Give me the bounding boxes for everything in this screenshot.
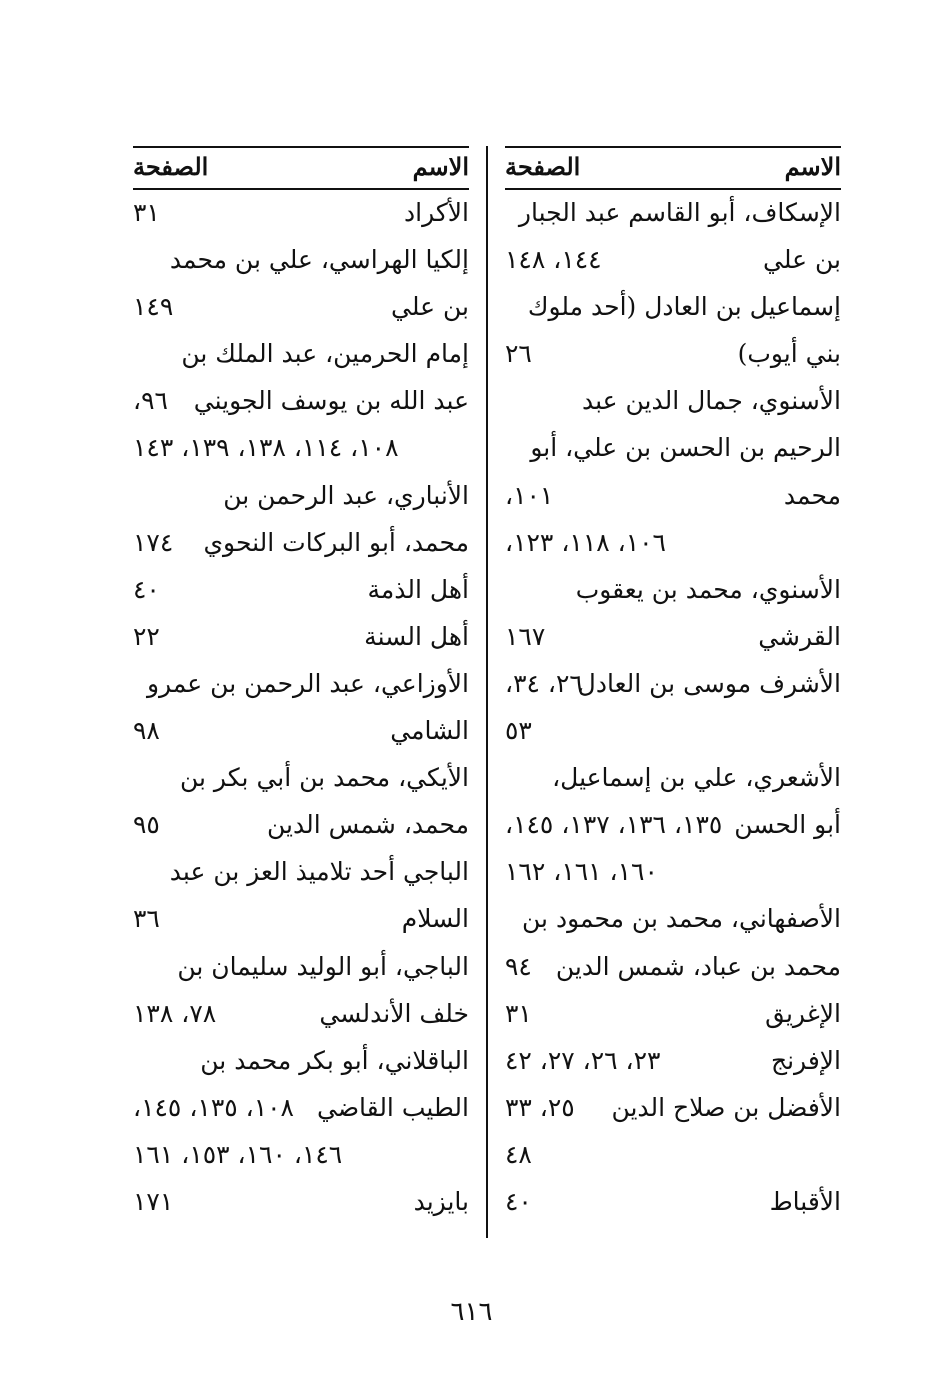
column-header [133,148,469,190]
entry-pages: ١٤٩ [133,292,174,322]
index-entry [133,802,469,849]
index-entry [133,1038,469,1085]
index-entry [133,284,469,331]
index-entry [133,849,469,896]
entry-name: محمد [783,480,841,510]
header-name: الاسم [784,152,841,181]
entry-name: الباقلاني، أبو بكر محمد بن [200,1045,469,1075]
entry-name: الأكراد [404,198,469,227]
entry-pages: ٢٣، ٢٦، ٢٧، ٤٢ [505,1045,661,1075]
entry-name: الباجي أحد تلاميذ العز بن عبد [169,857,469,887]
index-entry [133,567,469,614]
entry-pages: ٢٢ [133,621,160,651]
entry-name: بن علي [763,245,841,275]
index-entry [133,378,469,425]
entry-name: الباجي، أبو الوليد سليمان بن [177,951,469,981]
entry-name: القرشي [758,621,841,651]
index-entry [133,1179,469,1226]
index-entry [133,520,469,567]
index-entry [133,755,469,802]
entry-name: بني أيوب) [737,339,841,369]
entry-name: الإغريق [765,998,841,1028]
entry-name: الأصفهاني، محمد بن محمود بن [522,904,841,934]
entry-pages: ١٧١ [133,1186,174,1216]
entry-name: الأشعري، علي بن إسماعيل، [552,763,841,793]
index-entry [505,331,841,378]
index-entry [505,661,841,708]
entry-pages: ٣٦ [133,904,160,934]
entry-pages: ٧٨، ١٣٨ [133,998,217,1028]
index-entry [505,473,841,520]
entry-name: عبد الله بن يوسف الجويني [193,386,469,416]
entry-pages: ٤٠ [505,1186,532,1216]
index-entry [133,896,469,943]
entry-pages: ١٧٤ [133,527,174,557]
entry-name: بايزيد [413,1186,469,1216]
entry-name: إمام الحرمين، عبد الملك بن [181,339,469,369]
index-entry [505,896,841,943]
index-entry [505,567,841,614]
entry-name: الطيب القاضي [316,1092,469,1122]
entry-pages: ٩٨ [133,716,160,746]
index-entry [133,473,469,520]
entry-pages: ١٣٥، ١٣٦، ١٣٧، ١٤٥، [505,810,723,840]
index-entry [133,991,469,1038]
entry-pages: ٢٦ [505,339,532,369]
index-entry [133,237,469,284]
entry-pages: ١٠٨، ١٣٥، ١٤٥، [133,1092,294,1122]
entry-pages: ٢٥، ٣٣ [505,1092,575,1122]
index-entry [505,425,841,472]
entry-pages: ١٤٤، ١٤٨ [505,245,602,275]
index-entry [505,1132,841,1179]
entry-pages: ٩٦، [133,386,168,416]
entry-name: الإفرنج [770,1045,841,1075]
index-entry [505,284,841,331]
index-entry [133,661,469,708]
entry-name: أهل الذمة [367,574,469,604]
column-divider [486,146,488,1238]
entry-pages: ٣١ [505,998,532,1028]
entry-name: الرحيم بن الحسن بن علي، أبو [530,433,841,463]
index-entry [133,944,469,991]
entry-name: أهل السنة [364,621,469,651]
entry-pages: ٩٤ [505,951,532,981]
index-entry [505,1038,841,1085]
entry-name: محمد، شمس الدين [266,810,469,840]
index-entry [133,708,469,755]
index-entry [505,849,841,896]
index-entry [505,520,841,567]
index-entry [133,425,469,472]
entry-name: الأوزاعي، عبد الرحمن بن عمرو [146,668,469,698]
index-column-left [133,146,469,1226]
entry-name: بن علي [391,292,469,322]
entry-name: الأسنوي، جمال الدين عبد [581,386,841,416]
index-entry [505,1085,841,1132]
index-rows [133,190,469,1226]
header-page: الصفحة [133,152,209,181]
entry-name: السلام [401,904,469,934]
index-entry [133,1085,469,1132]
entry-name: الأيكي، محمد بن أبي بكر بن [180,763,469,793]
entry-name: أبو الحسن [734,810,841,840]
entry-name: خلف الأندلسي [319,998,469,1028]
index-column-right [505,146,841,1226]
index-entry [505,614,841,661]
index-entry [505,944,841,991]
entry-pages: ٣١ [133,198,160,227]
index-entry [505,991,841,1038]
page-number: ٦١٦ [450,1297,493,1327]
entry-name: الأنباري، عبد الرحمن بن [223,480,469,510]
index-rows [505,190,841,1226]
index-entry [505,1179,841,1226]
header-page: الصفحة [505,152,581,181]
index-entry [133,190,469,237]
entry-pages: ٤٨ [505,1139,532,1169]
index-entry [505,802,841,849]
entry-pages: ١٠٨، ١١٤، ١٣٨، ١٣٩، ١٤٣ [133,433,399,463]
entry-name: الأفضل بن صلاح الدين [611,1092,841,1122]
entry-pages: ٩٥ [133,810,160,840]
entry-name: الشامي [390,716,469,746]
entry-pages: ١٦٧ [505,621,546,651]
index-entry [505,755,841,802]
entry-pages: ١٠١، [505,480,554,510]
index-entry [505,378,841,425]
entry-name: محمد بن عباد، شمس الدين [555,951,841,981]
entry-name: إسماعيل بن العادل (أحد ملوك [527,292,841,322]
header-name: الاسم [412,152,469,181]
index-entry [133,1132,469,1179]
entry-pages: ٥٣ [505,716,532,746]
entry-pages: ٢٦، ٣٤، [505,668,583,698]
entry-name: محمد، أبو البركات النحوي [203,527,469,557]
entry-name: الإسكاف، أبو القاسم عبد الجبار [518,198,841,227]
entry-name: إلكيا الهراسي، علي بن محمد [169,245,469,275]
entry-name: الأشرف موسى بن العادل [577,668,841,698]
index-entry [505,708,841,755]
entry-pages: ٤٠ [133,574,160,604]
entry-name: الأسنوي، محمد بن يعقوب [575,574,841,604]
index-entry [505,237,841,284]
index-entry [505,190,841,237]
entry-pages: ١٠٦، ١١٨، ١٢٣، [505,527,666,557]
index-entry [133,331,469,378]
index-entry [133,614,469,661]
entry-pages: ١٤٦، ١٦٠، ١٥٣، ١٦١ [133,1139,343,1169]
entry-pages: ١٦٠، ١٦١، ١٦٢ [505,857,658,887]
entry-name: الأقباط [769,1186,841,1216]
column-header [505,148,841,190]
